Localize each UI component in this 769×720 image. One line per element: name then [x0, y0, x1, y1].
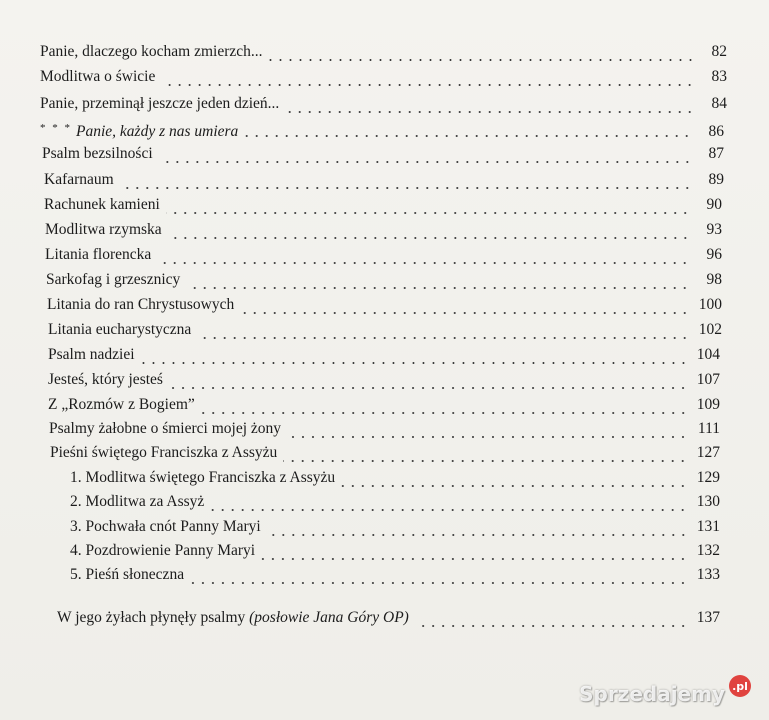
toc-entry-page-number: 86 [708, 123, 724, 140]
toc-entry [46, 270, 722, 292]
toc-entry-page-number: 84 [711, 95, 727, 112]
dot-leader [261, 558, 688, 560]
toc-entry-page-number: 131 [696, 518, 720, 535]
watermark-badge: .pl [729, 675, 751, 697]
toc-entry-title [70, 541, 259, 561]
toc-entry-page-number: 133 [696, 566, 720, 583]
dot-leader [168, 237, 690, 239]
toc-entry [44, 195, 722, 217]
dot-leader [283, 460, 688, 462]
toc-entry-page-number: 87 [708, 145, 724, 162]
toc-entry [48, 320, 722, 342]
toc-entry-page-number: 90 [706, 196, 722, 213]
dot-leader [169, 387, 688, 389]
toc-entry-title [40, 118, 242, 142]
toc-entry-title [48, 320, 195, 340]
toc-entry-text: 4. Pozdrowienie Panny Maryi [70, 542, 256, 559]
dot-leader [166, 212, 690, 214]
toc-entry [49, 419, 720, 441]
toc-entry-text: Jesteś, który jesteś [48, 371, 163, 388]
toc-entry-page-number: 83 [711, 68, 727, 85]
toc-entry-title [49, 419, 285, 439]
toc-entry-page-number: 129 [696, 469, 720, 486]
toc-entry [70, 517, 720, 539]
toc-entry-text: 2. Modlitwa za Assyż [70, 493, 205, 510]
toc-entry-text: W jego żyłach płynęły psalmy [57, 609, 246, 626]
dot-leader [240, 312, 690, 314]
toc-entry-title [42, 144, 157, 164]
toc-entry-title [44, 170, 118, 190]
toc-entry-page-number: 132 [696, 542, 720, 559]
dot-leader [141, 362, 688, 364]
toc-entry-text: Modlitwa o świcie [40, 68, 156, 85]
dot-leader [269, 59, 696, 61]
toc-entry-title [48, 395, 199, 415]
toc-entry-page-number: 96 [706, 246, 722, 263]
toc-entry-title [50, 443, 281, 463]
toc-entry-text: 3. Pochwała cnót Panny Maryi [70, 518, 261, 535]
toc-entry [42, 144, 724, 166]
watermark-text: Sprzedajemy [579, 682, 725, 706]
toc-entry-title [40, 94, 283, 114]
toc-entry-text: Litania florencka [45, 246, 152, 263]
toc-entry [70, 492, 720, 514]
toc-entry-page-number: 100 [698, 296, 722, 313]
toc-entry-text: Panie, każdy z nas umiera [76, 123, 239, 140]
toc-entry-title [57, 608, 413, 628]
toc-entry [40, 118, 724, 140]
toc-entry-text: 1. Modlitwa świętego Franciszka z Assyżu [70, 469, 336, 486]
toc-entry [48, 345, 720, 367]
toc-entry-page-number: 82 [711, 43, 727, 60]
toc-entry-title [40, 42, 267, 62]
toc-entry-text: 5. Pieśń słoneczna [70, 566, 185, 583]
toc-entry [45, 220, 722, 242]
toc-entry [40, 42, 727, 64]
toc-entry-page-number: 89 [708, 171, 724, 188]
dot-leader [201, 412, 688, 414]
toc-entry [50, 443, 720, 465]
toc-entry-title [40, 67, 159, 87]
toc-entry-text: Panie, przeminął jeszcze jeden dzień... [40, 95, 280, 112]
toc-entry-page-number: 107 [696, 371, 720, 388]
toc-entry-text: Pieśni świętego Franciszka z Assyżu [50, 444, 278, 461]
dot-leader [244, 135, 692, 137]
toc-entry-page-number: 109 [696, 396, 720, 413]
toc-entry-title [70, 517, 265, 537]
toc-entry-page-number: 127 [696, 444, 720, 461]
asterism-prefix: * * * [40, 122, 72, 134]
toc-entry-page-number: 98 [706, 271, 722, 288]
toc-entry [48, 370, 720, 392]
toc-entry [48, 395, 720, 417]
toc-entry-page-number: 93 [706, 221, 722, 238]
toc-entry-title [46, 270, 184, 290]
toc-entry-text: Panie, dlaczego kocham zmierzch... [40, 43, 263, 60]
dot-leader [120, 187, 692, 189]
toc-entry-text: Psalm nadziei [48, 346, 135, 363]
toc-entry-title [45, 245, 155, 265]
toc-entry-text: Litania eucharystyczna [48, 321, 192, 338]
toc-entry-page-number: 137 [696, 609, 720, 626]
toc-entry-text: Sarkofag i grzesznicy [46, 271, 181, 288]
dot-leader [341, 485, 688, 487]
toc-entry-title [48, 370, 167, 390]
toc-entry-title [47, 295, 238, 315]
dot-leader [186, 287, 690, 289]
toc-entry [70, 565, 720, 587]
toc-entry-page-number: 104 [696, 346, 720, 363]
toc-entry-text: Psalmy żałobne o śmierci mojej żony [49, 420, 282, 437]
toc-entry [57, 608, 720, 630]
dot-leader [161, 84, 695, 86]
dot-leader [287, 436, 688, 438]
toc-entry-note: (posłowie Jana Góry OP) [249, 609, 409, 626]
dot-leader [190, 582, 688, 584]
toc-entry [40, 94, 727, 116]
toc-entry-title [70, 468, 339, 488]
dot-leader [285, 111, 695, 113]
toc-entry [47, 295, 722, 317]
dot-leader [210, 509, 688, 511]
toc-entry-page-number: 102 [698, 321, 722, 338]
dot-leader [267, 534, 688, 536]
toc-entry-title [44, 195, 164, 215]
dot-leader [197, 337, 690, 339]
toc-entry-text: Rachunek kamieni [44, 196, 160, 213]
watermark [579, 679, 751, 706]
toc-entry-title [45, 220, 166, 240]
toc-entry-page-number: 111 [697, 420, 720, 437]
toc-entry-text: Kafarnaum [44, 171, 114, 188]
dot-leader [159, 161, 692, 163]
dot-leader [157, 262, 690, 264]
toc-entry-page-number: 130 [696, 493, 720, 510]
toc-entry-text: Z „Rozmów z Bogiem” [48, 396, 195, 413]
toc-entry [44, 170, 724, 192]
dot-leader [415, 625, 688, 627]
toc-entry-text: Psalm bezsilności [42, 145, 153, 162]
toc-entry-title [70, 565, 188, 585]
toc-entry [40, 67, 727, 89]
toc-entry-title [70, 492, 208, 512]
toc-entry [70, 468, 720, 490]
toc-entry-text: Litania do ran Chrystusowych [47, 296, 235, 313]
toc-entry-title [48, 345, 139, 365]
toc-entry [45, 245, 722, 267]
toc-entry [70, 541, 720, 563]
toc-entry-text: Modlitwa rzymska [45, 221, 162, 238]
